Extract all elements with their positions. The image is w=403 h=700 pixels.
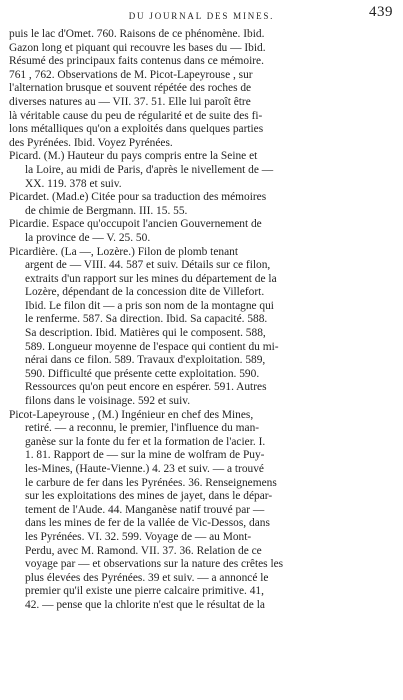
running-title: DU JOURNAL DES MINES. <box>128 11 275 21</box>
text-line: les-Mines, (Haute-Vienne.) 4. 23 et suiv. — a trouvé <box>25 463 264 475</box>
text-line: Ressources qu'on peut encore en espérer. 591. Autres <box>25 381 267 394</box>
text-line: dans les mines de fer de la vallée de Vic-Dessos, dans <box>25 517 270 530</box>
text-line: 761 , 762. Observations de M. Picot-Lapeyrouse , sur <box>9 68 253 81</box>
text-line: des Pyrénées. Ibid. Voyez Pyrénées. <box>9 136 173 149</box>
text-line: tement de l'Aude. 44. Manganèse natif trouvé par — <box>25 503 265 516</box>
text-line: premier qu'il existe une pierre calcaire primitive. 41, <box>25 585 264 598</box>
text-line: là véritable cause du peu de régularité et de suite des fi- <box>9 109 263 122</box>
text-line: nérai dans ce filon. 589. Travaux d'exploitation. 589, <box>25 354 266 367</box>
text-line: argent de — VIII. 44. 587 et suiv. Détails sur ce filon, <box>25 259 271 272</box>
text-line: Sa description. Ibid. Matières qui le composent. 588, <box>25 327 266 340</box>
text-line: extraits d'un rapport sur les mines du département de la <box>25 272 277 285</box>
entry-continuation <box>9 28 394 150</box>
page-number: 439 <box>369 4 393 20</box>
text-line: Gazon long et piquant qui recouvre les bases du — Ibid. <box>9 41 266 54</box>
entry-picard <box>9 150 394 191</box>
text-line: plus élevées des Pyrénées. 39 et suiv. — a annoncé le <box>25 571 269 584</box>
text-line: 590. Difficulté que présente cette exploitation. 590. <box>25 367 260 380</box>
entry-heading-line: Picardie. Espace qu'occupoit l'ancien Gouvernement de <box>9 218 262 231</box>
entry-picot-lapeyrouse <box>9 409 394 613</box>
text-line: XX. 119. 378 et suiv. <box>25 177 122 190</box>
text-line: la Loire, au midi de Paris, d'après le nivellement de — <box>25 163 274 176</box>
text-line: Perdu, avec M. Ramond. VII. 37. 36. Relation de ce <box>25 544 262 557</box>
text-line: sur les exploitations des mines de jayet, dans le dépar- <box>25 490 273 503</box>
entry-picardet <box>9 191 394 218</box>
text-line: ganèse sur la fonte du fer et la formation de l'acier. I. <box>25 435 266 448</box>
text-line: 589. Longueur moyenne de l'espace qui contient du mi- <box>25 340 279 353</box>
text-line: voyage par — et observations sur la nature des crêtes les <box>25 558 284 571</box>
index-text <box>9 28 394 613</box>
entry-heading-line: Picot-Lapeyrouse , (M.) Ingénieur en chef des Mines, <box>9 408 254 421</box>
entry-picardie <box>9 218 394 245</box>
page-header <box>9 6 394 28</box>
text-line: diverses natures au — VII. 37. 51. Elle lui paroît être <box>9 95 251 108</box>
text-line: Ibid. Le filon dit — a pris son nom de la montagne qui <box>25 299 274 312</box>
text-line: Lozère, dépendant de la concession dite de Villefort. <box>25 286 265 299</box>
text-line: Résumé des principaux faits contenus dans ce mémoire. <box>9 55 264 68</box>
text-line: les Pyrénées. VI. 32. 599. Voyage de — au Mont- <box>25 530 252 543</box>
entry-heading-line: Picard. (M.) Hauteur du pays compris entre la Seine et <box>9 150 258 163</box>
text-line: le carbure de fer dans les Pyrénées. 36. Renseignemens <box>25 476 277 489</box>
entry-picardiere <box>9 246 394 409</box>
text-line: de chimie de Bergmann. III. 15. 55. <box>25 204 188 217</box>
text-line: l'alternation brusque et souvent répétée des roches de <box>9 82 252 95</box>
text-line: le renferme. 587. Sa direction. Ibid. Sa capacité. 588. <box>25 313 268 326</box>
text-line: retiré. — a reconnu, le premier, l'influence du man- <box>25 422 260 435</box>
entry-heading-line: Picardière. (La —, Lozère.) Filon de plomb tenant <box>9 245 238 258</box>
text-line: 42. — pense que la chlorite n'est que le résultat de la <box>25 598 265 611</box>
text-line: puis le lac d'Omet. 760. Raisons de ce phénomène. Ibid. <box>9 28 265 40</box>
text-line: lons métalliques qu'on a exploités dans quelques parties <box>9 123 264 136</box>
text-line: la province de — V. 25. 50. <box>25 231 151 244</box>
text-line: 1. 81. Rapport de — sur la mine de wolfram de Puy- <box>25 449 265 462</box>
entry-heading-line: Picardet. (Mad.e) Citée pour sa traduction des mémoires <box>9 191 267 204</box>
text-line: filons dans le voisinage. 592 et suiv. <box>25 395 191 408</box>
